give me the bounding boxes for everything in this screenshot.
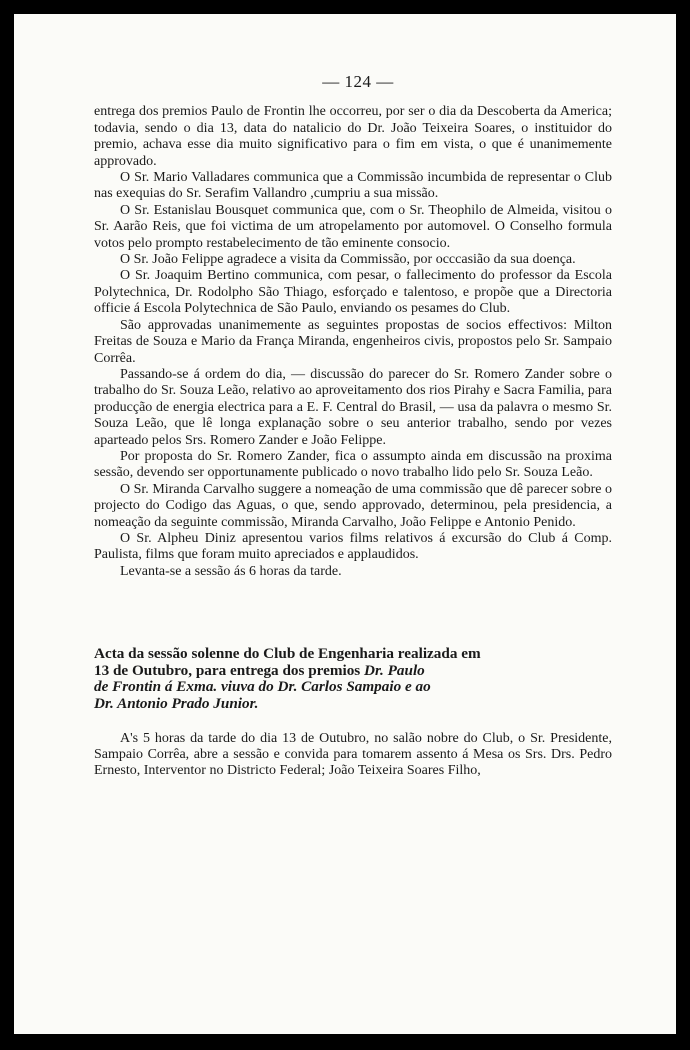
heading-line-2-plain: 13 de Outubro, para entrega dos premios — [94, 661, 365, 679]
paragraph-4: O Sr. João Felippe agradece a visita da Commissão, por occcasião da sua doença. — [120, 252, 576, 268]
paragraph-5: O Sr. Joaquim Bertino communica, com pesar, o fallecimento do professor da Escola Polytechnica, Dr. Rodolpho São Thiago, esforçado e talentoso, e propõe que a Directoria officie á Escola Polytechnica de São Paulo, enviando os pesames do Club. — [94, 268, 612, 317]
heading-line-2-italic: Dr. Paulo — [364, 661, 425, 679]
paragraph-1: entrega dos premios Paulo de Frontin lhe occorreu, por ser o dia da Descoberta da America; todavia, sendo o dia 13, data do natalicio do Dr. João Teixeira Soares, o instituidor do premio, achava esse dia muito significativo para o fim em vista, o que é unanimemente approvado. — [94, 104, 612, 169]
section-heading — [94, 646, 612, 712]
paragraph-6: São approvadas unanimemente as seguintes propostas de socios effectivos: Milton Freitas de Souza e Mario da França Miranda, engenheiros civis, propostos pelo Sr. Sampaio Corrêa. — [94, 317, 612, 366]
heading-line-2 — [94, 661, 612, 680]
paragraph-7: Passando-se á ordem do dia, — discussão do parecer do Sr. Romero Zander sobre o trabalho do Sr. Souza Leão, relativo ao aproveitamento dos rios Pirahy e Sacra Familia, para producção de energia electrica para a E. F. Central do Brasil, — usa da palavra o mesmo Sr. Souza Leão, que lê longa explanação sobre o seu anterior trabalho, sendo por vezes aparteado pelos Srs. Romero Zander e João Felippe. — [94, 366, 612, 448]
page-sheet — [14, 14, 676, 1034]
page-number: — 124 — — [322, 72, 394, 91]
paragraph-8: Por proposta do Sr. Romero Zander, fica o assumpto ainda em discussão na proxima sessão, devendo ser opportunamente publicado o novo trabalho lido pelo Sr. Souza Leão. — [94, 448, 612, 481]
paragraph-10: O Sr. Alpheu Diniz apresentou varios films relativos á excursão do Club á Comp. Paulista, films que foram muito apreciados e applaudidos. — [94, 530, 612, 563]
paragraph-11: Levanta-se a sessão ás 6 horas da tarde. — [120, 563, 342, 579]
heading-line-1: Acta da sessão solenne do Club de Engenharia realizada em — [94, 645, 481, 663]
paragraph-9: O Sr. Miranda Carvalho suggere a nomeação de uma commissão que dê parecer sobre o projecto do Codigo das Aguas, o que, sendo approvado, determinou, pela presidencia, a nomeação da seguinte commissão, Miranda Carvalho, João Felippe e Antonio Penido. — [94, 481, 612, 530]
page-content — [94, 74, 612, 780]
heading-line-3: de Frontin á Exma. viuva do Dr. Carlos Sampaio e ao — [94, 678, 431, 696]
heading-line-4: Dr. Antonio Prado Junior. — [94, 694, 259, 712]
paragraph-3: O Sr. Estanislau Bousquet communica que, com o Sr. Theophilo de Almeida, visitou o Sr. Aarão Reis, que foi victima de um atropelamento por automovel. O Conselho formula votos pelo prompto restabelecimento de tão eminente consocio. — [94, 202, 612, 251]
paragraph-2: O Sr. Mario Valladares communica que a Commissão incumbida de representar o Club nas exequias do Sr. Serafim Vallandro ,cumpriu a sua missão. — [94, 170, 612, 202]
section-gap — [94, 580, 612, 646]
closing-paragraph: A's 5 horas da tarde do dia 13 de Outubro, no salão nobre do Club, o Sr. Presidente, Sampaio Corrêa, abre a sessão e convida para tomarem assento á Mesa os Srs. Drs. Pedro Ernesto, Interventor no Districto Federal; João Teixeira Soares Filho, — [94, 730, 612, 779]
